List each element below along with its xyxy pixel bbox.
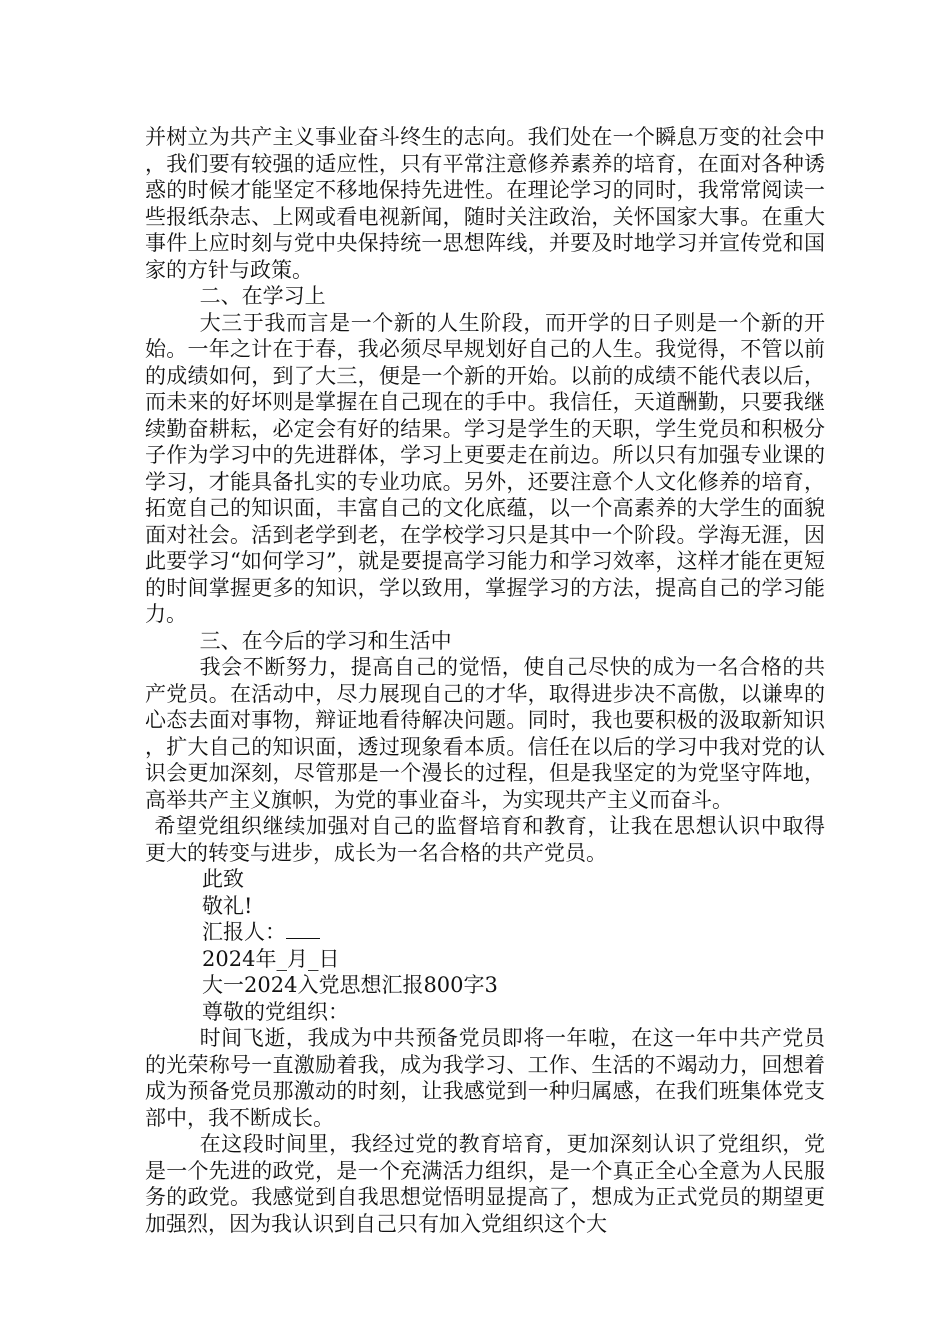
greeting: 尊敬的党组织： [202, 999, 349, 1024]
report-title: 大一2024入党思想汇报800字3 [202, 973, 498, 997]
section-heading-study: 二、在学习上 [199, 284, 326, 308]
body-paragraph-hope: 希望党组织继续加强对自己的监督培育和教育，让我在思想认识中取得更大的转变与进步，成长为一名合格的共产党员。 [145, 814, 825, 865]
body-paragraph: 大三于我而言是一个新的人生阶段，而开学的日子则是一个新的开始。一年之计在于春，我必须尽早规划好自己的人生。我觉得，不管以前的成绩如何，到了大三，便是一个新的开始。以前的成绩不能代表以后，而未来的好坏则是掌握在自己现在的手中。我信任，天道酬勤，只要我继续勤奋耕耘，必定会有好的结果。学习是学生的天职，学生党员和积极分子作为学习中的先进群体，学习上更要走在前边。所以只有加强专业课的学习，才能具备扎实的专业功底。另外，还要注意个人文化修养的培育，拓宽自己的知识面，丰富自己的文化底蕴，以一个高素养的大学生的面貌面对社会。活到老学到老，在学校学习只是其中一个阶段。学海无涯，因此要学习“如何学习”，就是要提高学习能力和学习效率，这样才能在更短的时间掌握更多的知识，学以致用，掌握学习的方法，提高自己的学习能力。 [145, 310, 825, 626]
reporter-label: 汇报人： [202, 920, 286, 944]
signature-blank [286, 920, 320, 939]
closing-salutation: 此致 [202, 867, 244, 891]
reporter-line [145, 919, 825, 946]
closing-regards: 敬礼! [202, 893, 253, 918]
body-paragraph: 在这段时间里，我经过党的教育培育，更加深刻认识了党组织，党是一个先进的政党，是一个充满活力组织，是一个真正全心全意为人民服务的政党。我感觉到自我思想觉悟明显提高了，想成为正式党员的期望更加强烈，因为我认识到自己只有加入党组织这个大 [145, 1132, 825, 1236]
body-paragraph: 时间飞逝，我成为中共预备党员即将一年啦，在这一年中共产党员的光荣称号一直激励着我，成为我学习、工作、生活的不竭动力，回想着成为预备党员那激动的时刻，让我感觉到一种归属感，在我们班集体党支部中，我不断成长。 [145, 1026, 825, 1130]
document-page [145, 124, 825, 1237]
body-paragraph: 并树立为共产主义事业奋斗终生的志向。我们处在一个瞬息万变的社会中，我们要有较强的适应性，只有平常注意修养素养的培育，在面对各种诱惑的时候才能坚定不移地保持先进性。在理论学习的同时，我常常阅读一些报纸杂志、上网或看电视新闻，随时关注政治，关怀国家大事。在重大事件上应时刻与党中央保持统一思想阵线，并要及时地学习并宣传党和国家的方针与政策。 [145, 125, 825, 282]
date-line: 2024年_月_日 [202, 946, 340, 971]
section-heading-future: 三、在今后的学习和生活中 [199, 628, 452, 653]
body-paragraph: 我会不断努力，提高自己的觉悟，使自己尽快的成为一名合格的共产党员。在活动中，尽力展现自己的才华，取得进步决不高傲，以谦卑的心态去面对事物，辩证地看待解决问题。同时，我也要积极的汲取新知识，扩大自己的知识面，透过现象看本质。信任在以后的学习中我对党的认识会更加深刻，尽管那是一个漫长的过程，但是我坚定的为党坚守阵地，高举共产主义旗帜，为党的事业奋斗，为实现共产主义而奋斗。 [145, 655, 825, 812]
